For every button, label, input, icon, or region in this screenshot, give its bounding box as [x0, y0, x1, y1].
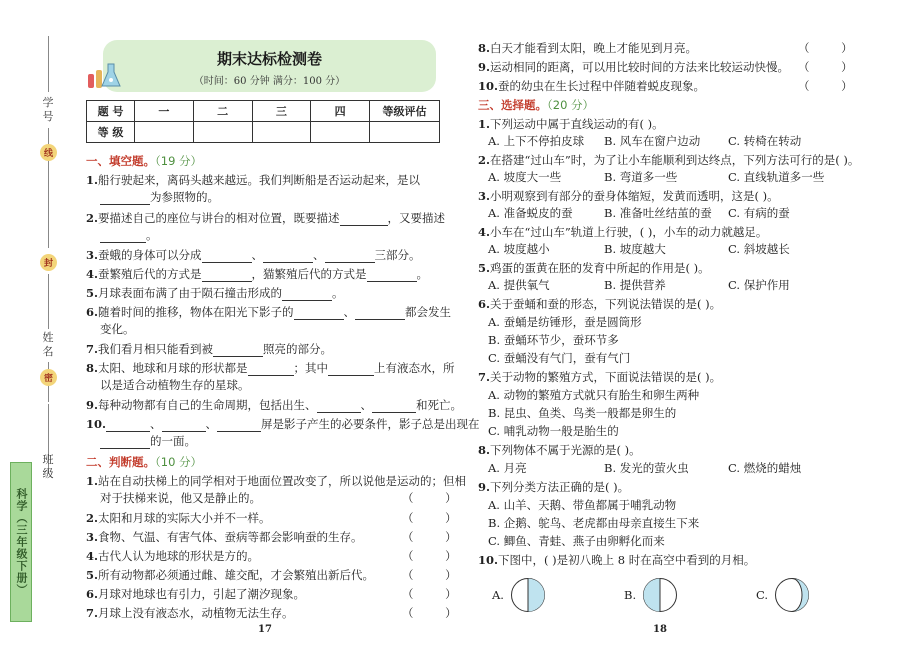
- answer-blank[interactable]: [325, 251, 375, 263]
- option-b[interactable]: B. 企鹅、鸵鸟、老虎都由母亲直接生下来: [488, 516, 700, 530]
- option-b[interactable]: B. 昆虫、鱼类、鸟类一般都是卵生的: [488, 406, 677, 420]
- answer-paren[interactable]: （ ）: [402, 511, 471, 525]
- answer-paren[interactable]: （ ）: [798, 60, 867, 74]
- grade-cell[interactable]: [252, 122, 311, 143]
- answer-blank[interactable]: [100, 437, 150, 449]
- section-heading-judge: 二、判断题。（10 分）: [86, 455, 203, 469]
- answer-blank[interactable]: [106, 420, 150, 432]
- option-c[interactable]: C. 有病的蚕: [728, 206, 790, 220]
- question-1: 1.船行驶起来，离码头越来越远。我们判断船是否运动起来，是以: [86, 173, 421, 187]
- question-4: 4.蚕繁殖后代的方式是 ，猫繁殖后代的方式是 。: [86, 267, 429, 281]
- answer-paren[interactable]: （ ）: [402, 606, 471, 620]
- answer-blank[interactable]: [213, 345, 263, 357]
- question-6-cont: 变化。: [100, 322, 135, 336]
- judge-2: 2.太阳和月球的实际大小并不一样。: [86, 511, 271, 525]
- option-b[interactable]: B. 准备吐丝结茧的蚕: [604, 206, 712, 220]
- option-b[interactable]: B. 蚕蛹环节少，蚕环节多: [488, 333, 619, 347]
- answer-blank[interactable]: [355, 308, 405, 320]
- question-7: 7.我们看月相只能看到被 照亮的部分。: [86, 342, 333, 356]
- answer-blank[interactable]: [202, 270, 252, 282]
- option-a[interactable]: A. 坡度越小: [488, 242, 550, 256]
- judge-1: 1.站在自动扶梯上的同学相对于地面位置改变了，所以说他是运动的；但相: [86, 474, 467, 488]
- margin-line: [48, 274, 49, 329]
- page-number-left: 17: [258, 624, 272, 635]
- answer-blank[interactable]: [372, 401, 416, 413]
- option-a[interactable]: A. 准备蜕皮的蚕: [488, 206, 573, 220]
- option-b[interactable]: B. 弯道多一些: [604, 170, 678, 184]
- option-a[interactable]: A. 动物的繁殖方式就只有胎生和卵生两种: [488, 388, 700, 402]
- option-a[interactable]: A. 山羊、天鹅、带鱼都属于哺乳动物: [488, 498, 677, 512]
- option-b[interactable]: B. 坡度越大: [604, 242, 666, 256]
- exam-header: [103, 40, 436, 92]
- score-table: [86, 100, 440, 143]
- judge-5: 5.所有动物都必须通过雌、雄交配，才会繁殖出新后代。: [86, 568, 375, 582]
- table-cell: 题 号: [87, 101, 135, 122]
- option-c[interactable]: C. 保护作用: [728, 278, 790, 292]
- grade-cell[interactable]: [370, 122, 440, 143]
- judge-7: 7.月球上没有液态水，动植物无法生存。: [86, 606, 294, 620]
- answer-blank[interactable]: [328, 364, 374, 376]
- choice-7: 7.关于动物的繁殖方式，下面说法错误的是( )。: [478, 370, 722, 384]
- seal-secret: 密: [40, 369, 57, 386]
- option-a[interactable]: A. 提供氧气: [488, 278, 550, 292]
- margin-line: [48, 36, 49, 92]
- answer-blank[interactable]: [263, 251, 313, 263]
- section-heading-fill: 一、填空题。（19 分）: [86, 154, 203, 168]
- table-row: [87, 101, 440, 122]
- table-cell: 等级评估: [370, 101, 440, 122]
- option-b[interactable]: B.: [624, 588, 637, 602]
- option-c[interactable]: C. 哺乳动物一般是胎生的: [488, 424, 619, 438]
- answer-paren[interactable]: （ ）: [798, 79, 867, 93]
- choice-6: 6.关于蚕蛹和蚕的形态，下列说法错误的是( )。: [478, 297, 722, 311]
- answer-blank[interactable]: [248, 364, 294, 376]
- question-3: 3.蚕蛾的身体可以分成 、 、 三部分。: [86, 248, 421, 262]
- moon-phase-last-quarter-icon[interactable]: [642, 577, 678, 613]
- option-a[interactable]: A. 上下不停拍皮球: [488, 134, 585, 148]
- question-9: 9.每种动物都有自己的生命周期，包括出生、 、 和死亡。: [86, 398, 463, 412]
- answer-blank[interactable]: [100, 193, 150, 205]
- choice-3: 3.小明观察到有部分的蚕身体缩短，发黄而透明，这是( )。: [478, 189, 779, 203]
- judge-4: 4.古代人认为地球的形状是方的。: [86, 549, 260, 563]
- table-cell: 等 级: [87, 122, 135, 143]
- answer-paren[interactable]: （ ）: [798, 41, 867, 55]
- grade-cell[interactable]: [135, 122, 194, 143]
- answer-paren[interactable]: （ ）: [402, 587, 471, 601]
- option-c[interactable]: C.: [756, 588, 769, 602]
- question-1-cont: 为参照物的。: [100, 189, 219, 205]
- option-a[interactable]: A. 坡度大一些: [488, 170, 562, 184]
- moon-phase-first-quarter-icon[interactable]: [510, 577, 546, 613]
- choice-10: 10.下图中，( )是初八晚上 8 时在高空中看到的月相。: [478, 553, 756, 567]
- option-a[interactable]: A. 蚕蛹是纺锤形，蚕是圆筒形: [488, 315, 642, 329]
- option-a[interactable]: A.: [492, 588, 504, 602]
- table-row: [87, 122, 440, 143]
- answer-paren[interactable]: （ ）: [402, 549, 471, 563]
- option-c[interactable]: C. 直线轨道多一些: [728, 170, 825, 184]
- student-id-blank[interactable]: [48, 173, 49, 248]
- option-b[interactable]: B. 风车在窗户边动: [604, 134, 701, 148]
- answer-blank[interactable]: [340, 214, 388, 226]
- option-c[interactable]: C. 斜坡越长: [728, 242, 790, 256]
- moon-phase-crescent-icon[interactable]: [774, 577, 810, 613]
- choice-5: 5.鸡蛋的蛋黄在胚的发育中所起的作用是( )。: [478, 261, 710, 275]
- judge-10: 10.蚕的幼虫在生长过程中伴随着蜕皮现象。: [478, 79, 706, 93]
- binding-margin: [28, 36, 70, 626]
- answer-paren[interactable]: （ ）: [402, 491, 471, 505]
- answer-paren[interactable]: （ ）: [402, 530, 471, 544]
- answer-blank[interactable]: [217, 420, 261, 432]
- answer-blank[interactable]: [294, 308, 344, 320]
- exam-subtitle: （时间：60 分钟 满分：100 分）: [193, 76, 346, 87]
- question-8: 8.太阳、地球和月球的形状都是 ；其中 上有液态水，所: [86, 361, 455, 375]
- table-cell: 三: [252, 101, 311, 122]
- choice-9: 9.下列分类方法正确的是( )。: [478, 480, 630, 494]
- grade-cell[interactable]: [193, 122, 252, 143]
- answer-blank[interactable]: [367, 270, 417, 282]
- table-cell: 一: [135, 101, 194, 122]
- label-class: 班级: [42, 453, 54, 480]
- judge-9: 9.运动相同的距离，可以用比较时间的方法来比较运动快慢。: [478, 60, 790, 74]
- choice-4: 4.小车在“过山车”轨道上行驶，( )，小车的动力就越足。: [478, 225, 768, 239]
- judge-1-cont: 对于扶梯来说，他又是静止的。: [100, 491, 261, 505]
- option-c[interactable]: C. 蚕蛹没有气门，蚕有气门: [488, 351, 631, 365]
- label-name: 姓名: [42, 331, 54, 358]
- question-10: 10. 、 、 屏是影子产生的必要条件，影子总是出现在: [86, 417, 480, 431]
- answer-blank[interactable]: [100, 231, 146, 243]
- judge-6: 6.月球对地球也有引力，引起了潮汐现象。: [86, 587, 306, 601]
- seal-line: 线: [40, 144, 57, 161]
- choice-2: 2.在搭建“过山车”时，为了让小车能顺利到达终点，下列方法可行的是( )。: [478, 153, 860, 167]
- option-b[interactable]: B. 发光的萤火虫: [604, 461, 689, 475]
- answer-blank[interactable]: [317, 401, 361, 413]
- option-c[interactable]: C. 转椅在转动: [728, 134, 802, 148]
- choice-1: 1.下列运动中属于直线运动的有( )。: [478, 117, 664, 131]
- judge-8: 8.白天才能看到太阳，晚上才能见到月亮。: [478, 41, 698, 55]
- answer-blank[interactable]: [162, 420, 206, 432]
- question-5: 5.月球表面布满了由于陨石撞击形成的 。: [86, 286, 344, 300]
- option-a[interactable]: A. 月亮: [488, 461, 527, 475]
- option-c[interactable]: C. 燃烧的蜡烛: [728, 461, 802, 475]
- option-c[interactable]: C. 鲫鱼、青蛙、燕子由卵孵化而来: [488, 534, 665, 548]
- answer-blank[interactable]: [282, 289, 332, 301]
- question-2: 2.要描述自己的座位与讲台的相对位置，既要描述 ，又要描述: [86, 211, 446, 225]
- question-10-cont: 的一面。: [100, 433, 196, 449]
- seal-seal: 封: [40, 254, 57, 271]
- question-6: 6.随着时间的推移，物体在阳光下影子的 、 都会发生: [86, 305, 452, 319]
- label-student-id: 学号: [42, 96, 54, 123]
- section-heading-choice: 三、选择题。（20 分）: [478, 98, 595, 112]
- table-cell: 二: [193, 101, 252, 122]
- grade-cell[interactable]: [311, 122, 370, 143]
- question-8-cont: 以是适合动植物生存的星球。: [100, 378, 250, 392]
- answer-blank[interactable]: [202, 251, 252, 263]
- answer-paren[interactable]: （ ）: [402, 568, 471, 582]
- page-number-right: 18: [653, 624, 667, 635]
- lab-flask-icon: [84, 58, 128, 90]
- page-title: 期末达标检测卷: [216, 50, 322, 68]
- option-b[interactable]: B. 提供营养: [604, 278, 666, 292]
- choice-8: 8.下列物体不属于光源的是( )。: [478, 443, 641, 457]
- question-2-cont: 。: [100, 227, 158, 243]
- subject-tab: 科学（三年级下册）: [10, 462, 32, 622]
- judge-3: 3.食物、气温、有害气体、蚕病等都会影响蚕的生存。: [86, 530, 363, 544]
- table-cell: 四: [311, 101, 370, 122]
